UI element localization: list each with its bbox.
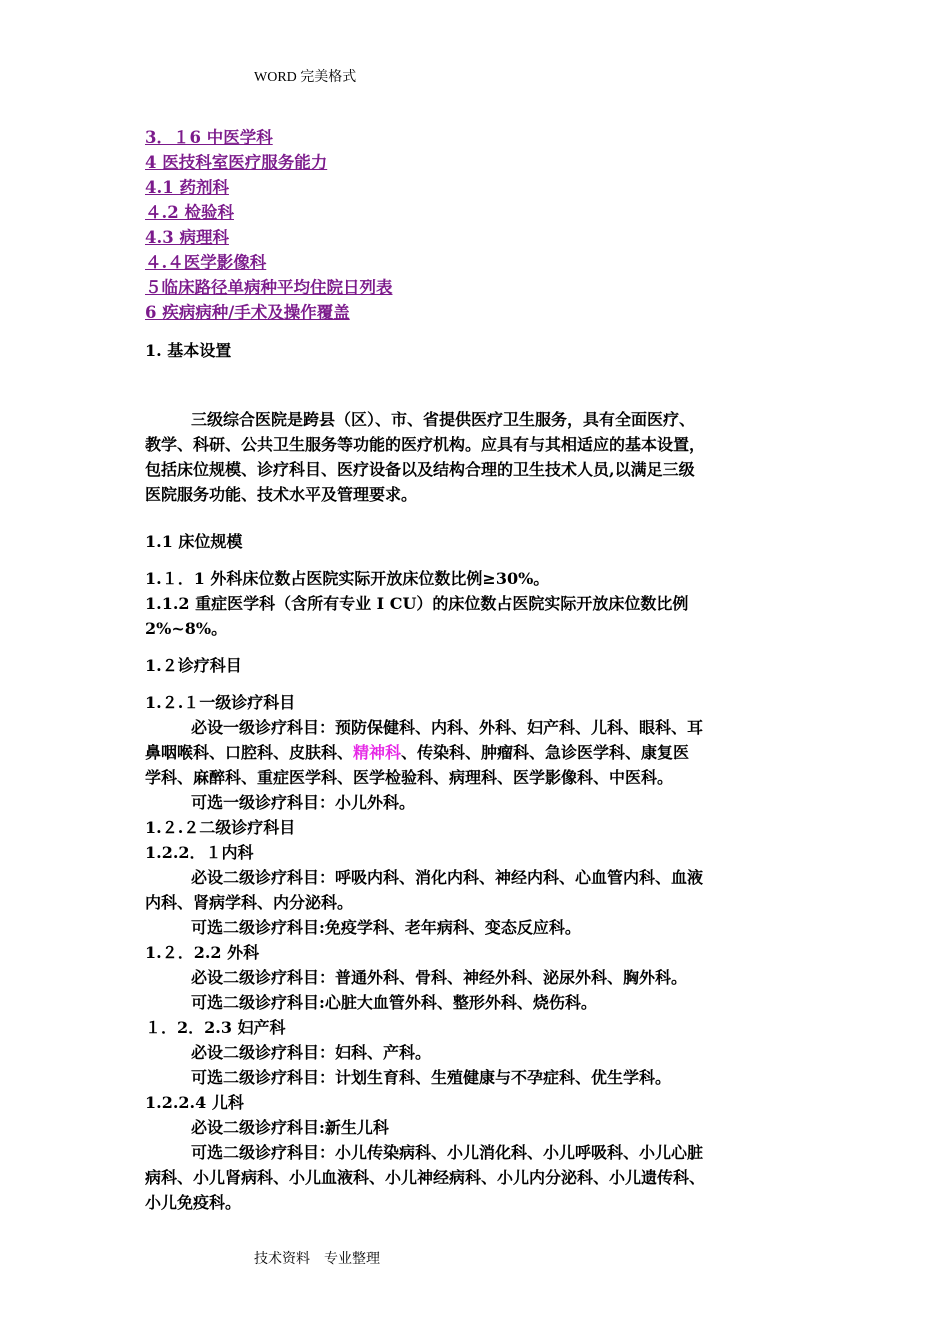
bed-icu-ratio-line-2: 2%~8%。 [145, 619, 228, 638]
intro-line-2: 教学、科研、公共卫生服务等功能的医疗机构。应具有与其相适应的基本设置， [145, 435, 706, 454]
level1-required-text-b: 、传染科、肿瘤科、急诊医学科、康复医 [401, 743, 690, 762]
toc-link-3-16[interactable]: 3．１6 中医学科 [145, 128, 273, 147]
section-title-1-1: 1.1 床位规模 [145, 532, 243, 551]
neike-required-line-1: 必设二级诊疗科目：呼吸内科、消化内科、神经内科、心血管内科、血液 [191, 868, 704, 887]
waike-required: 必设二级诊疗科目：普通外科、骨科、神经外科、泌尿外科、胸外科。 [191, 968, 688, 987]
erke-optional-line-1: 可选二级诊疗科目：小儿传染病科、小儿消化科、小儿呼吸科、小儿心脏 [191, 1143, 704, 1162]
level1-required-line-2 [145, 740, 810, 765]
table-of-contents [145, 125, 393, 325]
toc-link-4-1[interactable]: 4.1 药剂科 [145, 178, 229, 197]
toc-link-4-3[interactable]: 4.3 病理科 [145, 228, 229, 247]
toc-link-4-4[interactable]: ４.４医学影像科 [145, 253, 267, 272]
highlighted-term: 精神科 [353, 743, 402, 762]
toc-link-5[interactable]: ５临床路径单病种平均住院日列表 [145, 278, 393, 297]
level1-required-text-a: 鼻咽喉科、口腔科、皮肤科、 [145, 743, 354, 762]
document-body [145, 338, 810, 1215]
erke-required: 必设二级诊疗科目:新生儿科 [191, 1118, 389, 1137]
level1-optional: 可选一级诊疗科目：小儿外科。 [191, 793, 416, 812]
page-footer: 技术资料 专业整理 [254, 1252, 380, 1267]
section-title-1: 1. 基本设置 [145, 341, 232, 360]
section-title-1-2: 1.２诊疗科目 [145, 656, 242, 675]
erke-optional-line-2: 病科、小儿肾病科、小儿血液科、小儿神经病科、小儿内分泌科、小儿遗传科、 [145, 1168, 706, 1187]
fuchan-required: 必设二级诊疗科目：妇科、产科。 [191, 1043, 432, 1062]
toc-link-6[interactable]: 6 疾病病种/手术及操作覆盖 [145, 303, 350, 322]
toc-link-4[interactable]: 4 医技科室医疗服务能力 [145, 153, 328, 172]
neike-optional: 可选二级诊疗科目:免疫学科、老年病科、变态反应科。 [191, 918, 581, 937]
fuchan-optional: 可选二级诊疗科目：计划生育科、生殖健康与不孕症科、优生学科。 [191, 1068, 672, 1087]
bed-surgery-ratio: 1.１．1 外科床位数占医院实际开放床位数比例≥30%。 [145, 569, 550, 588]
section-title-fuchan: １．2．2.3 妇产科 [145, 1018, 286, 1037]
section-title-1-2-2: 1.２.２二级诊疗科目 [145, 818, 296, 837]
section-title-neike: 1.2.2．１内科 [145, 843, 254, 862]
level1-required-line-3: 学科、麻醉科、重症医学科、医学检验科、病理科、医学影像科、中医科。 [145, 768, 674, 787]
erke-optional-line-3: 小儿免疫科。 [145, 1193, 242, 1212]
intro-line-1: 三级综合医院是跨县（区）、市、省提供医疗卫生服务，具有全面医疗、 [191, 410, 696, 429]
toc-link-4-2[interactable]: ４.2 检验科 [145, 203, 234, 222]
intro-line-4: 医院服务功能、技术水平及管理要求。 [145, 485, 418, 504]
page-header: WORD 完美格式 [254, 70, 357, 85]
section-title-1-2-1: 1.２.１一级诊疗科目 [145, 693, 296, 712]
bed-icu-ratio-line-1: 1.1.2 重症医学科（含所有专业 I CU）的床位数占医院实际开放床位数比例 [145, 594, 689, 613]
section-title-erke: 1.2.2.4 儿科 [145, 1093, 244, 1112]
waike-optional: 可选二级诊疗科目:心脏大血管外科、整形外科、烧伤科。 [191, 993, 597, 1012]
level1-required-line-1: 必设一级诊疗科目：预防保健科、内科、外科、妇产科、儿科、眼科、耳 [191, 718, 704, 737]
intro-line-3: 包括床位规模、诊疗科目、医疗设备以及结构合理的卫生技术人员,以满足三级 [145, 460, 695, 479]
section-title-waike: 1.２．2.2 外科 [145, 943, 260, 962]
neike-required-line-2: 内科、肾病学科、内分泌科。 [145, 893, 354, 912]
